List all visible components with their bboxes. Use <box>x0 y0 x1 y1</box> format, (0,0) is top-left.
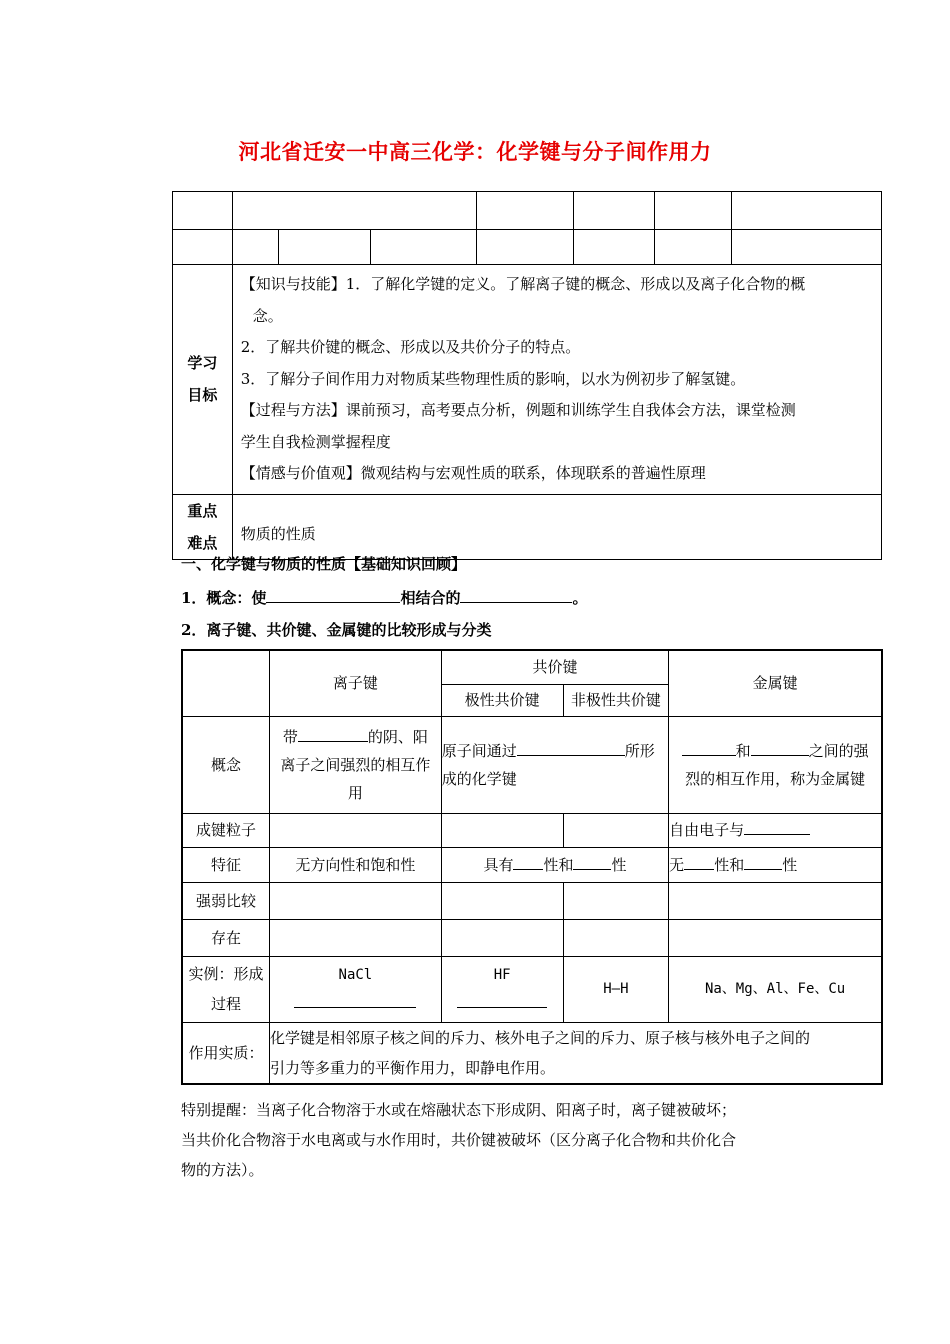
nonpolar-example: H—H <box>563 956 669 1022</box>
goal-line: 【知识与技能】1．了解化学键的定义。了解离子键的概念、形成以及离子化合物的概 <box>240 275 806 293</box>
goal-line: 2．了解共价键的概念、形成以及共价分子的特点。 <box>240 338 581 356</box>
bond-comparison-table <box>181 649 883 1085</box>
fill-blank[interactable] <box>457 993 547 1008</box>
goals-label: 学习目标 <box>173 265 233 495</box>
fill-blank[interactable] <box>294 993 416 1008</box>
goals-content <box>232 265 881 495</box>
row-label-essence: 作用实质： <box>182 1022 270 1084</box>
fill-blank[interactable] <box>744 855 782 870</box>
goal-line: 念。 <box>252 306 283 325</box>
row-label-features: 特征 <box>182 847 270 882</box>
metallic-features: 无 性和 性 <box>669 847 882 882</box>
focus-content: 物质的性质 <box>232 494 881 559</box>
goal-line: 【情感与价值观】微观结构与宏观性质的联系，体现联系的普遍性原理 <box>240 464 706 482</box>
header-nonpolar: 非极性共价键 <box>563 684 669 716</box>
goal-line: 学生自我检测掌握程度 <box>240 432 391 451</box>
header-polar: 极性共价键 <box>441 684 563 716</box>
row-label-particles: 成键粒子 <box>182 813 270 847</box>
metallic-particles: 自由电子与 <box>669 813 882 847</box>
header-metallic: 金属键 <box>669 650 882 716</box>
essence-text: 化学键是相邻原子核之间的斥力、核外电子之间的斥力、原子核与核外电子之间的 引力等多重力的平衡作用力，即静电作用。 <box>270 1022 883 1084</box>
covalent-concept: 原子间通过 所形 成的化学键 <box>441 716 668 813</box>
fill-blank[interactable] <box>298 727 368 742</box>
fill-blank[interactable] <box>751 741 809 756</box>
comparison-heading: 2．离子键、共价键、金属键的比较形成与分类 <box>181 621 492 639</box>
metallic-concept: 和 之间的强 烈的相互作用，称为金属键 <box>669 716 882 813</box>
concept-line: 1．概念：使 相结合的 。 <box>181 589 588 607</box>
ionic-features: 无方向性和饱和性 <box>270 847 442 882</box>
blank-row-2 <box>173 230 882 265</box>
header-ionic: 离子键 <box>270 650 442 716</box>
section-heading: 一、化学键与物质的性质【基础知识回顾】 <box>181 555 467 573</box>
fill-blank[interactable] <box>266 588 400 603</box>
page-title: 河北省迁安一中高三化学：化学键与分子间作用力 <box>238 139 712 164</box>
fill-blank[interactable] <box>517 741 625 756</box>
metallic-example: Na、Mg、Al、Fe、Cu <box>669 956 882 1022</box>
ionic-concept: 带 的阴、阳 离子之间强烈的相互作 用 <box>270 716 442 813</box>
lesson-info-table <box>172 191 882 560</box>
goal-line: 【过程与方法】课前预习，高考要点分析，例题和训练学生自我体会方法，课堂检测 <box>240 401 796 419</box>
row-label-concept: 概念 <box>182 716 270 813</box>
note-line: 当共价化合物溶于水电离或与水作用时，共价键被破坏（区分离子化合物和共价化合 <box>181 1131 737 1149</box>
blank-row-1 <box>173 192 882 230</box>
fill-blank[interactable] <box>682 741 736 756</box>
fill-blank[interactable] <box>573 855 611 870</box>
polar-example: HF <box>441 956 563 1022</box>
fill-blank[interactable] <box>460 588 572 603</box>
focus-label: 重点难点 <box>173 494 233 559</box>
fill-blank[interactable] <box>684 855 714 870</box>
row-label-examples: 实例：形成过程 <box>182 956 270 1022</box>
note-line: 特别提醒：当离子化合物溶于水或在熔融状态下形成阴、阳离子时，离子键被破坏； <box>181 1101 737 1119</box>
fill-blank[interactable] <box>513 855 543 870</box>
covalent-features: 具有 性和 性 <box>441 847 668 882</box>
goal-line: 3．了解分子间作用力对物质某些物理性质的影响，以水为例初步了解氢键。 <box>240 369 746 388</box>
note-line: 物的方法）。 <box>181 1161 264 1179</box>
header-covalent: 共价键 <box>441 650 668 684</box>
fill-blank[interactable] <box>744 820 810 835</box>
row-label-strength: 强弱比较 <box>182 882 270 919</box>
row-label-existence: 存在 <box>182 919 270 956</box>
ionic-example: NaCl <box>270 956 442 1022</box>
